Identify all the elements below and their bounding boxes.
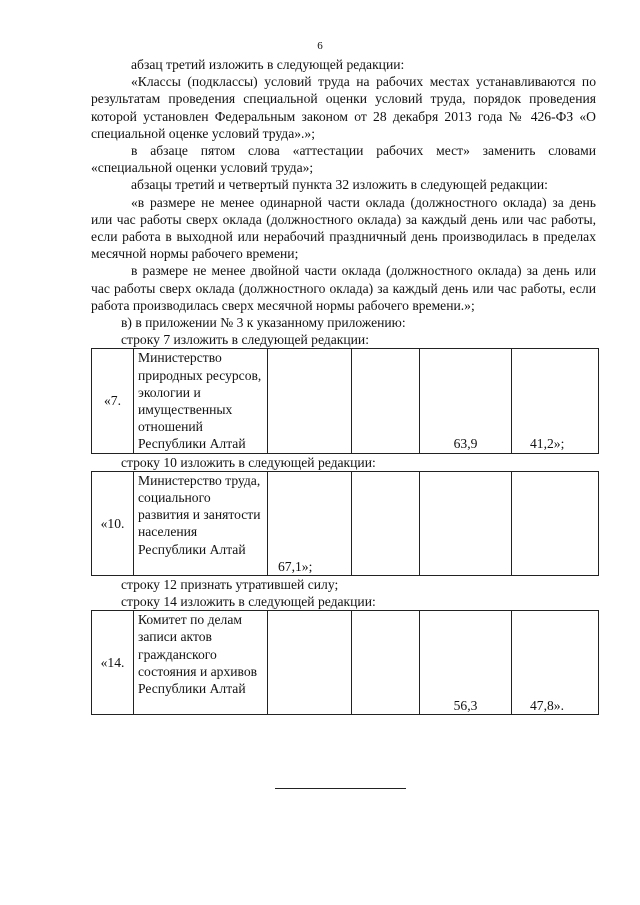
row-number: «10.	[92, 471, 134, 575]
table-row-7	[91, 348, 599, 453]
table-cell	[268, 349, 352, 453]
document-body	[91, 56, 596, 715]
paragraph: в абзаце пятом слова «аттестации рабочих мест» заменить словами «специальной оценки условий труда»;	[91, 143, 596, 176]
paragraph: абзац третий изложить в следующей редакции:	[131, 57, 405, 72]
paragraph: в) в приложении № 3 к указанному приложению:	[121, 315, 406, 331]
table-cell	[420, 471, 512, 575]
table-cell	[352, 611, 420, 715]
table-cell: 56,3	[420, 611, 512, 715]
table-row-14	[91, 610, 599, 715]
table-cell	[512, 471, 599, 575]
row-number: «7.	[92, 349, 134, 453]
table-cell	[352, 349, 420, 453]
row-number: «14.	[92, 611, 134, 715]
table-caption: строку 10 изложить в следующей редакции:	[121, 454, 376, 470]
paragraph: «в размере не менее одинарной части оклада (должностного оклада) за день или час работы сверх оклада (должностного оклада) за каждый день или час работы, если работа в выходной или нерабочий праздничный день производилась в пределах месячной нормы рабочего времени;	[91, 194, 596, 262]
footnote-divider	[275, 788, 406, 789]
table-cell: 47,8».	[512, 611, 599, 715]
table-cell	[268, 611, 352, 715]
paragraph: абзацы третий и четвертый пункта 32 изложить в следующей редакции:	[131, 177, 548, 193]
table-caption: строку 7 изложить в следующей редакции:	[121, 332, 369, 348]
table-row-10	[91, 471, 599, 576]
paragraph: «Классы (подклассы) условий труда на рабочих местах устанавливаются по результатам проведения специальной оценки условий труда, порядок проведения которой установлен Федеральным законом от 28 декабря 2013 года № 426-ФЗ «О специальной оценке условий труда».»;	[91, 74, 596, 141]
organization-name: Комитет по делам записи актов гражданского состояния и архивов Республики Алтай	[134, 611, 268, 715]
page-number: 6	[317, 40, 323, 52]
paragraph: в размере не менее двойной части оклада (должностного оклада) за день или час работы сверх оклада (должностного оклада) за каждый день или час работы, если работа производилась сверх месячной нормы рабочего времени.»;	[91, 263, 596, 313]
table-caption: строку 14 изложить в следующей редакции:	[121, 594, 376, 610]
table-cell: 67,1»;	[268, 471, 352, 575]
organization-name: Министерство труда, социального развития и занятости населения Республики Алтай	[134, 471, 268, 575]
table-cell: 63,9	[420, 349, 512, 453]
paragraph: строку 12 признать утратившей силу;	[121, 576, 339, 592]
table-cell: 41,2»;	[512, 349, 599, 453]
table-cell	[352, 471, 420, 575]
organization-name: Министерство природных ресурсов, экологии и имущественных отношений Республики Алтай	[134, 349, 268, 453]
